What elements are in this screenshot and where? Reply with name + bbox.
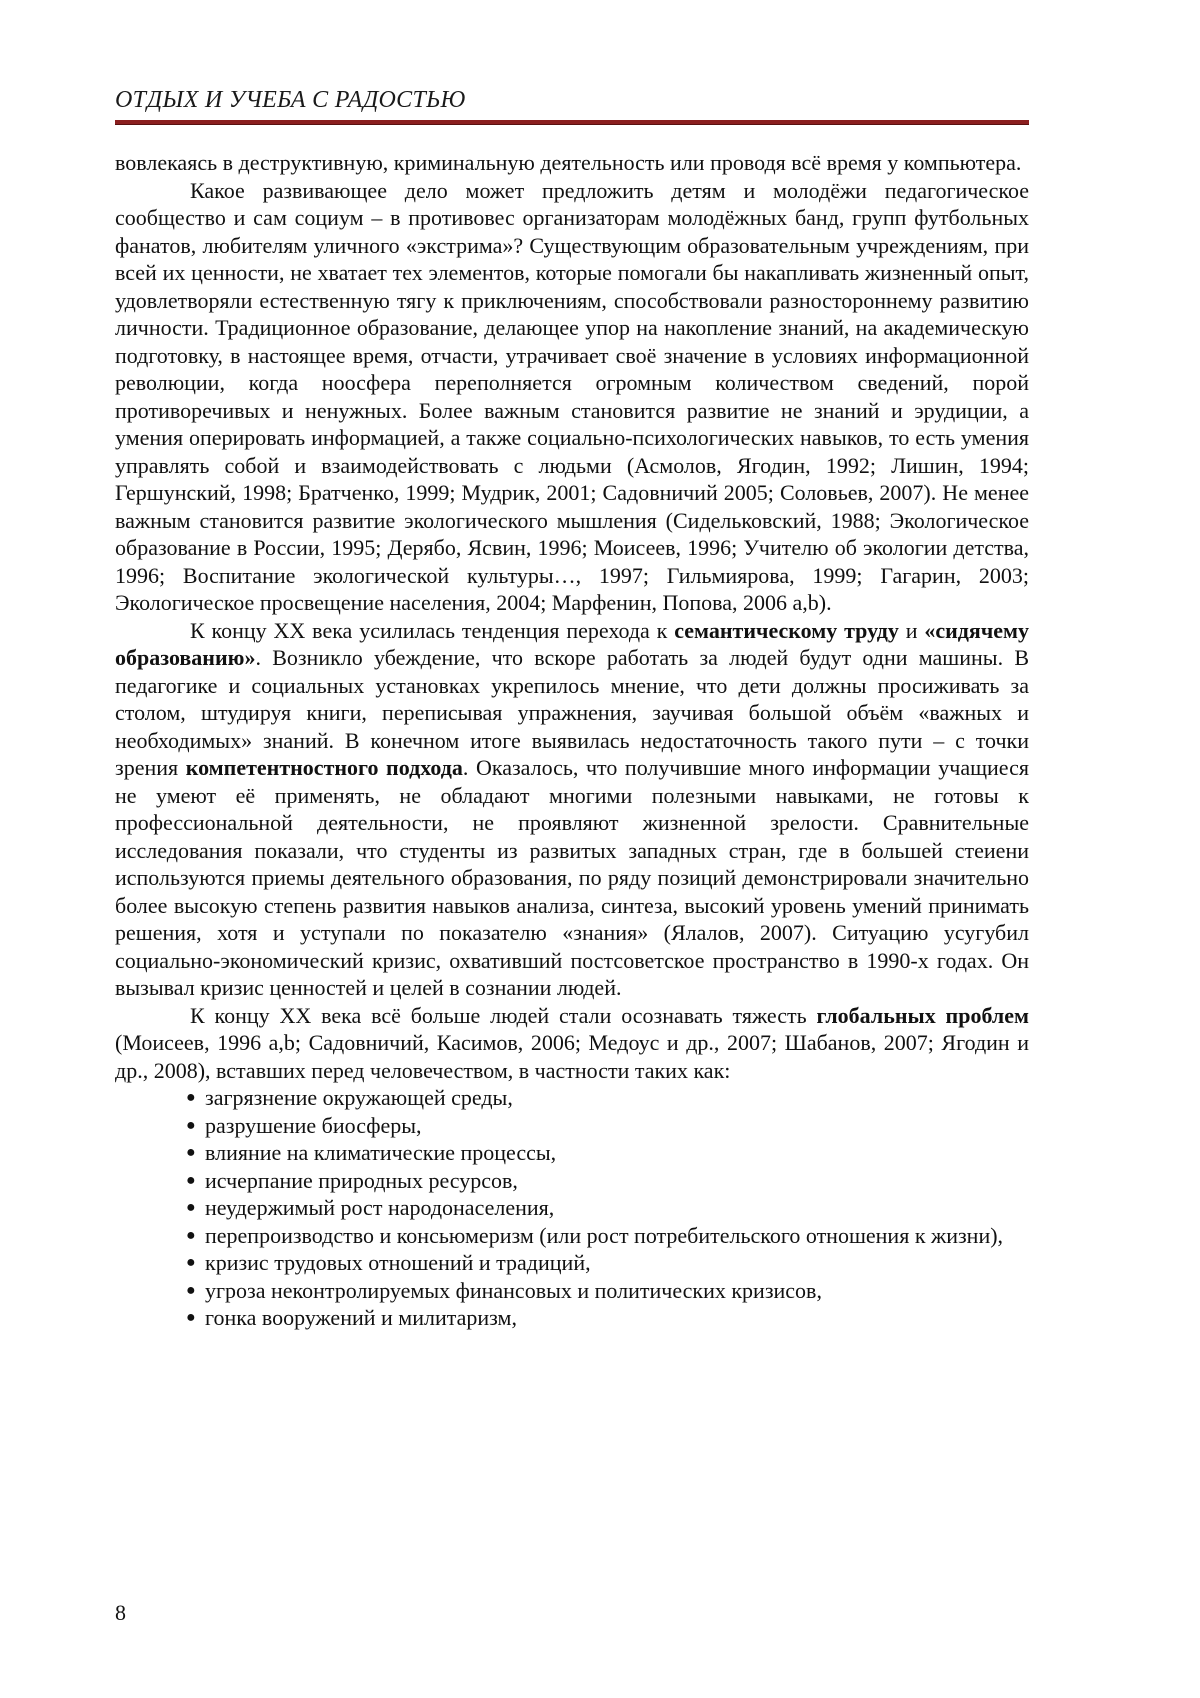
paragraph: [115, 177, 1029, 617]
list-item-text: влияние на климатические процессы,: [205, 1140, 557, 1165]
bold-term: семантическому труду: [674, 617, 899, 643]
text-segment: . Оказалось, что получившие много информации учащиеся не умеют её применять, не обладают многими полезными навыками, не готовы к профессиональной деятельности, не проявляют жизненной зрелости. Сравнительные исследования показали, что студенты из развитых западных стран, где в большей стеиени используются приемы деятельного образования, по ряду позиций демонстрировали значительно более высокую степень развития навыков анализа, синтеза, высокий уровень умений принимать решения, хотя и уступали по показателю «знания» (Ялалов, 2007). Ситуацию усугубил социально-экономический кризис, охвативший постсоветское пространство в 1990-х годах. Он вызывал кризис ценностей и целей в сознании людей.: [115, 755, 1030, 1000]
body-text: [115, 149, 1029, 1332]
list-item: [186, 1194, 1029, 1222]
paragraph: [115, 149, 1029, 177]
list-item-text: исчерпание природных ресурсов,: [205, 1167, 518, 1193]
page-number: 8: [115, 1600, 126, 1625]
list-item: [186, 1167, 1029, 1195]
list-item-text: загрязнение окружающей среды,: [205, 1085, 513, 1110]
bullet-dot-icon: ●: [186, 1281, 196, 1299]
bullet-dot-icon: ●: [186, 1226, 196, 1244]
list-item-text: перепроизводство и консьюмеризм (или рост потребительского отношения к жизни),: [205, 1222, 1004, 1248]
bullet-dot-icon: ●: [186, 1116, 196, 1134]
list-item: [186, 1139, 1029, 1167]
text-segment: и: [898, 617, 925, 643]
text-segment: (Моисеев, 1996 a,b; Садовничий, Касимов, 2006; Медоус и др., 2007; Шабанов, 2007; Ягодин и др., 2008), вставших перед человечеством, в частности таких как:: [115, 1030, 1029, 1083]
bullet-dot-icon: ●: [186, 1254, 196, 1271]
list-item-text: угроза неконтролируемых финансовых и политических кризисов,: [205, 1277, 822, 1303]
list-item: [186, 1112, 1029, 1140]
list-item: [186, 1222, 1029, 1250]
bullet-dot-icon: ●: [186, 1171, 196, 1189]
running-header-title: ОТДЫХ И УЧЕБА С РАДОСТЬЮ: [115, 87, 466, 113]
text-segment: К концу XX века усилилась тенденция перехода к: [190, 617, 675, 643]
bullet-dot-icon: ●: [186, 1089, 196, 1106]
bullet-dot-icon: ●: [186, 1309, 196, 1326]
bold-term: глобальных проблем: [816, 1002, 1029, 1028]
list-item-text: разрушение биосферы,: [205, 1112, 422, 1138]
list-item-text: неудержимый рост народонаселения,: [205, 1195, 555, 1220]
page-header: [115, 86, 1029, 125]
bullet-dot-icon: ●: [186, 1199, 196, 1216]
bold-term: компетентностного подхода: [185, 755, 463, 780]
text-segment: Какое развивающее дело может предложить детям и молодёжи педагогическое сообщество и сам социум – в противовес организаторам молодёжных банд, групп футбольных фанатов, любителям уличного «экстрима»? Существующим образовательным учреждениям, при всей их ценности, не хватает тех элементов, которые помогали бы накапливать жизненный опыт, удовлетворяли естественную тягу к приключениям, способствовали разностороннему развитию личности. Традиционное образование, делающее упор на накопление знаний, на академическую подготовку, в настоящее время, отчасти, утрачивает своё значение в условиях информационной революции, когда ноосфера переполняется огромным количеством сведений, порой противоречивых и ненужных. Более важным становится развитие не знаний и эрудиции, а умения оперировать информацией, а также социально-психологических навыков, то есть умения управлять собой и взаимодействовать с людьми (Асмолов, Ягодин, 1992; Лишин, 1994; Гершунский, 1998; Братченко, 1999; Мудрик, 2001; Садовничий 2005; Соловьев, 2007). Не менее важным становится развитие экологического мышления (Сидельковский, 1988; Экологическое образование в России, 1995; Дерябо, Ясвин, 1996; Моисеев, 1996; Учителю об экологии детства, 1996; Воспитание экологической культуры…, 1997; Гильмиярова, 1999; Гагарин, 2003; Экологическое просвещение населения, 2004; Марфенин, Попова, 2006 a,b).: [115, 177, 1029, 615]
paragraphs: [115, 149, 1029, 1084]
text-segment: вовлекаясь в деструктивную, криминальную деятельность или проводя всё время у компьютера.: [115, 150, 1022, 175]
list-item: [186, 1304, 1029, 1332]
bold-term: «сидячему образованию»: [115, 617, 1029, 670]
bullet-dot-icon: ●: [186, 1144, 196, 1161]
header-rule: [115, 120, 1029, 125]
list-item: [186, 1084, 1029, 1112]
list-item-text: кризис трудовых отношений и традиций,: [205, 1250, 591, 1275]
paragraph: [115, 617, 1029, 1002]
bullet-list: [115, 1084, 1029, 1332]
text-segment: К концу XX века всё больше людей стали осознавать тяжесть: [190, 1002, 817, 1028]
text-segment: . Возникло убеждение, что вскоре работать за людей будут одни машины. В педагогике и социальных установках укрепилось мнение, что дети должны просиживать за столом, штудируя книги, переписывая упражнения, заучивая большой объём «важных и необходимых» знаний. В конечном итоге выявилась недостаточность такого пути – с точки зрения: [115, 645, 1029, 780]
list-item: [186, 1277, 1029, 1305]
list-item-text: гонка вооружений и милитаризм,: [205, 1305, 517, 1330]
paragraph: [115, 1002, 1029, 1085]
list-item: [186, 1249, 1029, 1277]
